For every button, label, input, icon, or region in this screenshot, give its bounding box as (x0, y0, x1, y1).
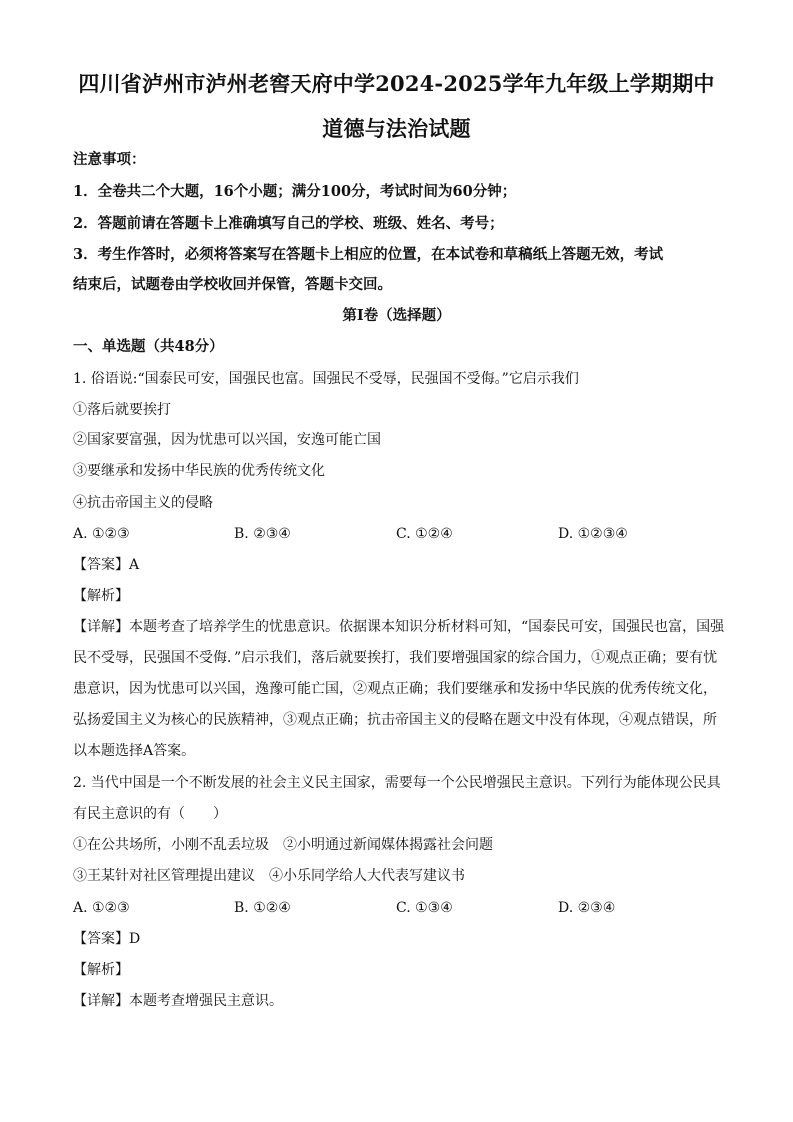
question-1-option-d: D. ①②③④ (558, 526, 628, 542)
section-title: 一、单选题（共48分） (73, 338, 224, 355)
question-1-detail-line: 以本题选择A答案。 (73, 743, 196, 759)
question-2-statements: ③王某针对社区管理提出建议 ④小乐同学给人大代表写建议书 (73, 868, 465, 884)
question-1-stem: 1. 俗语说:“国泰民可安，国强民也富。国强民不受辱，民强国不受侮。”它启示我们 (73, 371, 579, 387)
question-2-option-a: A. ①②③ (73, 900, 130, 916)
volume-title: 第I卷（选择题） (342, 307, 451, 324)
question-1-option-c: C. ①②④ (396, 526, 453, 542)
question-1-detail-line: 患意识，因为忧患可以兴国，逸豫可能亡国，②观点正确；我们要继承和发扬中华民族的优秀传统文化， (73, 681, 717, 697)
question-1-statement: ④抗击帝国主义的侵略 (73, 495, 213, 511)
question-2-option-c: C. ①③④ (396, 900, 453, 916)
question-1-detail-line: 弘扬爱国主义为核心的民族精神，③观点正确；抗击帝国主义的侵略在题文中没有体现，④观点错误，所 (73, 712, 717, 728)
question-1-answer: 【答案】A (73, 557, 140, 573)
notice-item: 1．全卷共二个大题，16个小题；满分100分，考试时间为60分钟； (73, 183, 517, 200)
question-2-option-d: D. ②③④ (558, 900, 616, 916)
question-1-option-b: B. ②③④ (234, 526, 291, 542)
exam-subject-title: 道德与法治试题 (322, 116, 471, 141)
question-2-answer: 【答案】D (73, 931, 141, 947)
exam-title: 四川省泸州市泸州老窖天府中学2024-2025学年九年级上学期期中 (78, 71, 715, 96)
notice-item: 3．考生作答时，必须将答案写在答题卡上相应的位置，在本试卷和草稿纸上答题无效，考试 (73, 246, 664, 263)
question-2-stem: 2. 当代中国是一个不断发展的社会主义民主国家，需要每一个公民增强民主意识。下列行为能体现公民具 (73, 775, 721, 791)
question-2-option-b: B. ①②④ (234, 900, 291, 916)
question-2-analysis-label: 【解析】 (73, 962, 129, 978)
question-1-detail-line: 【详解】本题考查了培养学生的忧患意识。依据课本知识分析材料可知，“国泰民可安，国强民也富，国强 (73, 619, 725, 635)
question-2-detail-line: 【详解】本题考查增强民主意识。 (73, 993, 283, 1009)
notice-item: 2．答题前请在答题卡上准确填写自己的学校、班级、姓名、考号； (73, 215, 504, 232)
question-1-option-a: A. ①②③ (73, 526, 130, 542)
question-2-statements: ①在公共场所，小刚不乱丢垃圾 ②小明通过新闻媒体揭露社会问题 (73, 837, 493, 853)
question-1-statement: ②国家要富强，因为忧患可以兴国，安逸可能亡国 (73, 432, 381, 448)
question-2-stem: 有民主意识的有（ ） (73, 806, 227, 822)
question-1-analysis-label: 【解析】 (73, 588, 129, 604)
question-1-detail-line: 民不受辱，民强国不受侮．”启示我们，落后就要挨打，我们要增强国家的综合国力，①观点正确；要有忧 (73, 650, 718, 666)
question-1-statement: ①落后就要挨打 (73, 402, 171, 418)
question-1-statement: ③要继承和发扬中华民族的优秀传统文化 (73, 463, 325, 479)
notice-heading: 注意事项： (73, 151, 146, 168)
notice-item: 结束后，试题卷由学校收回并保管，答题卡交回。 (73, 276, 392, 293)
